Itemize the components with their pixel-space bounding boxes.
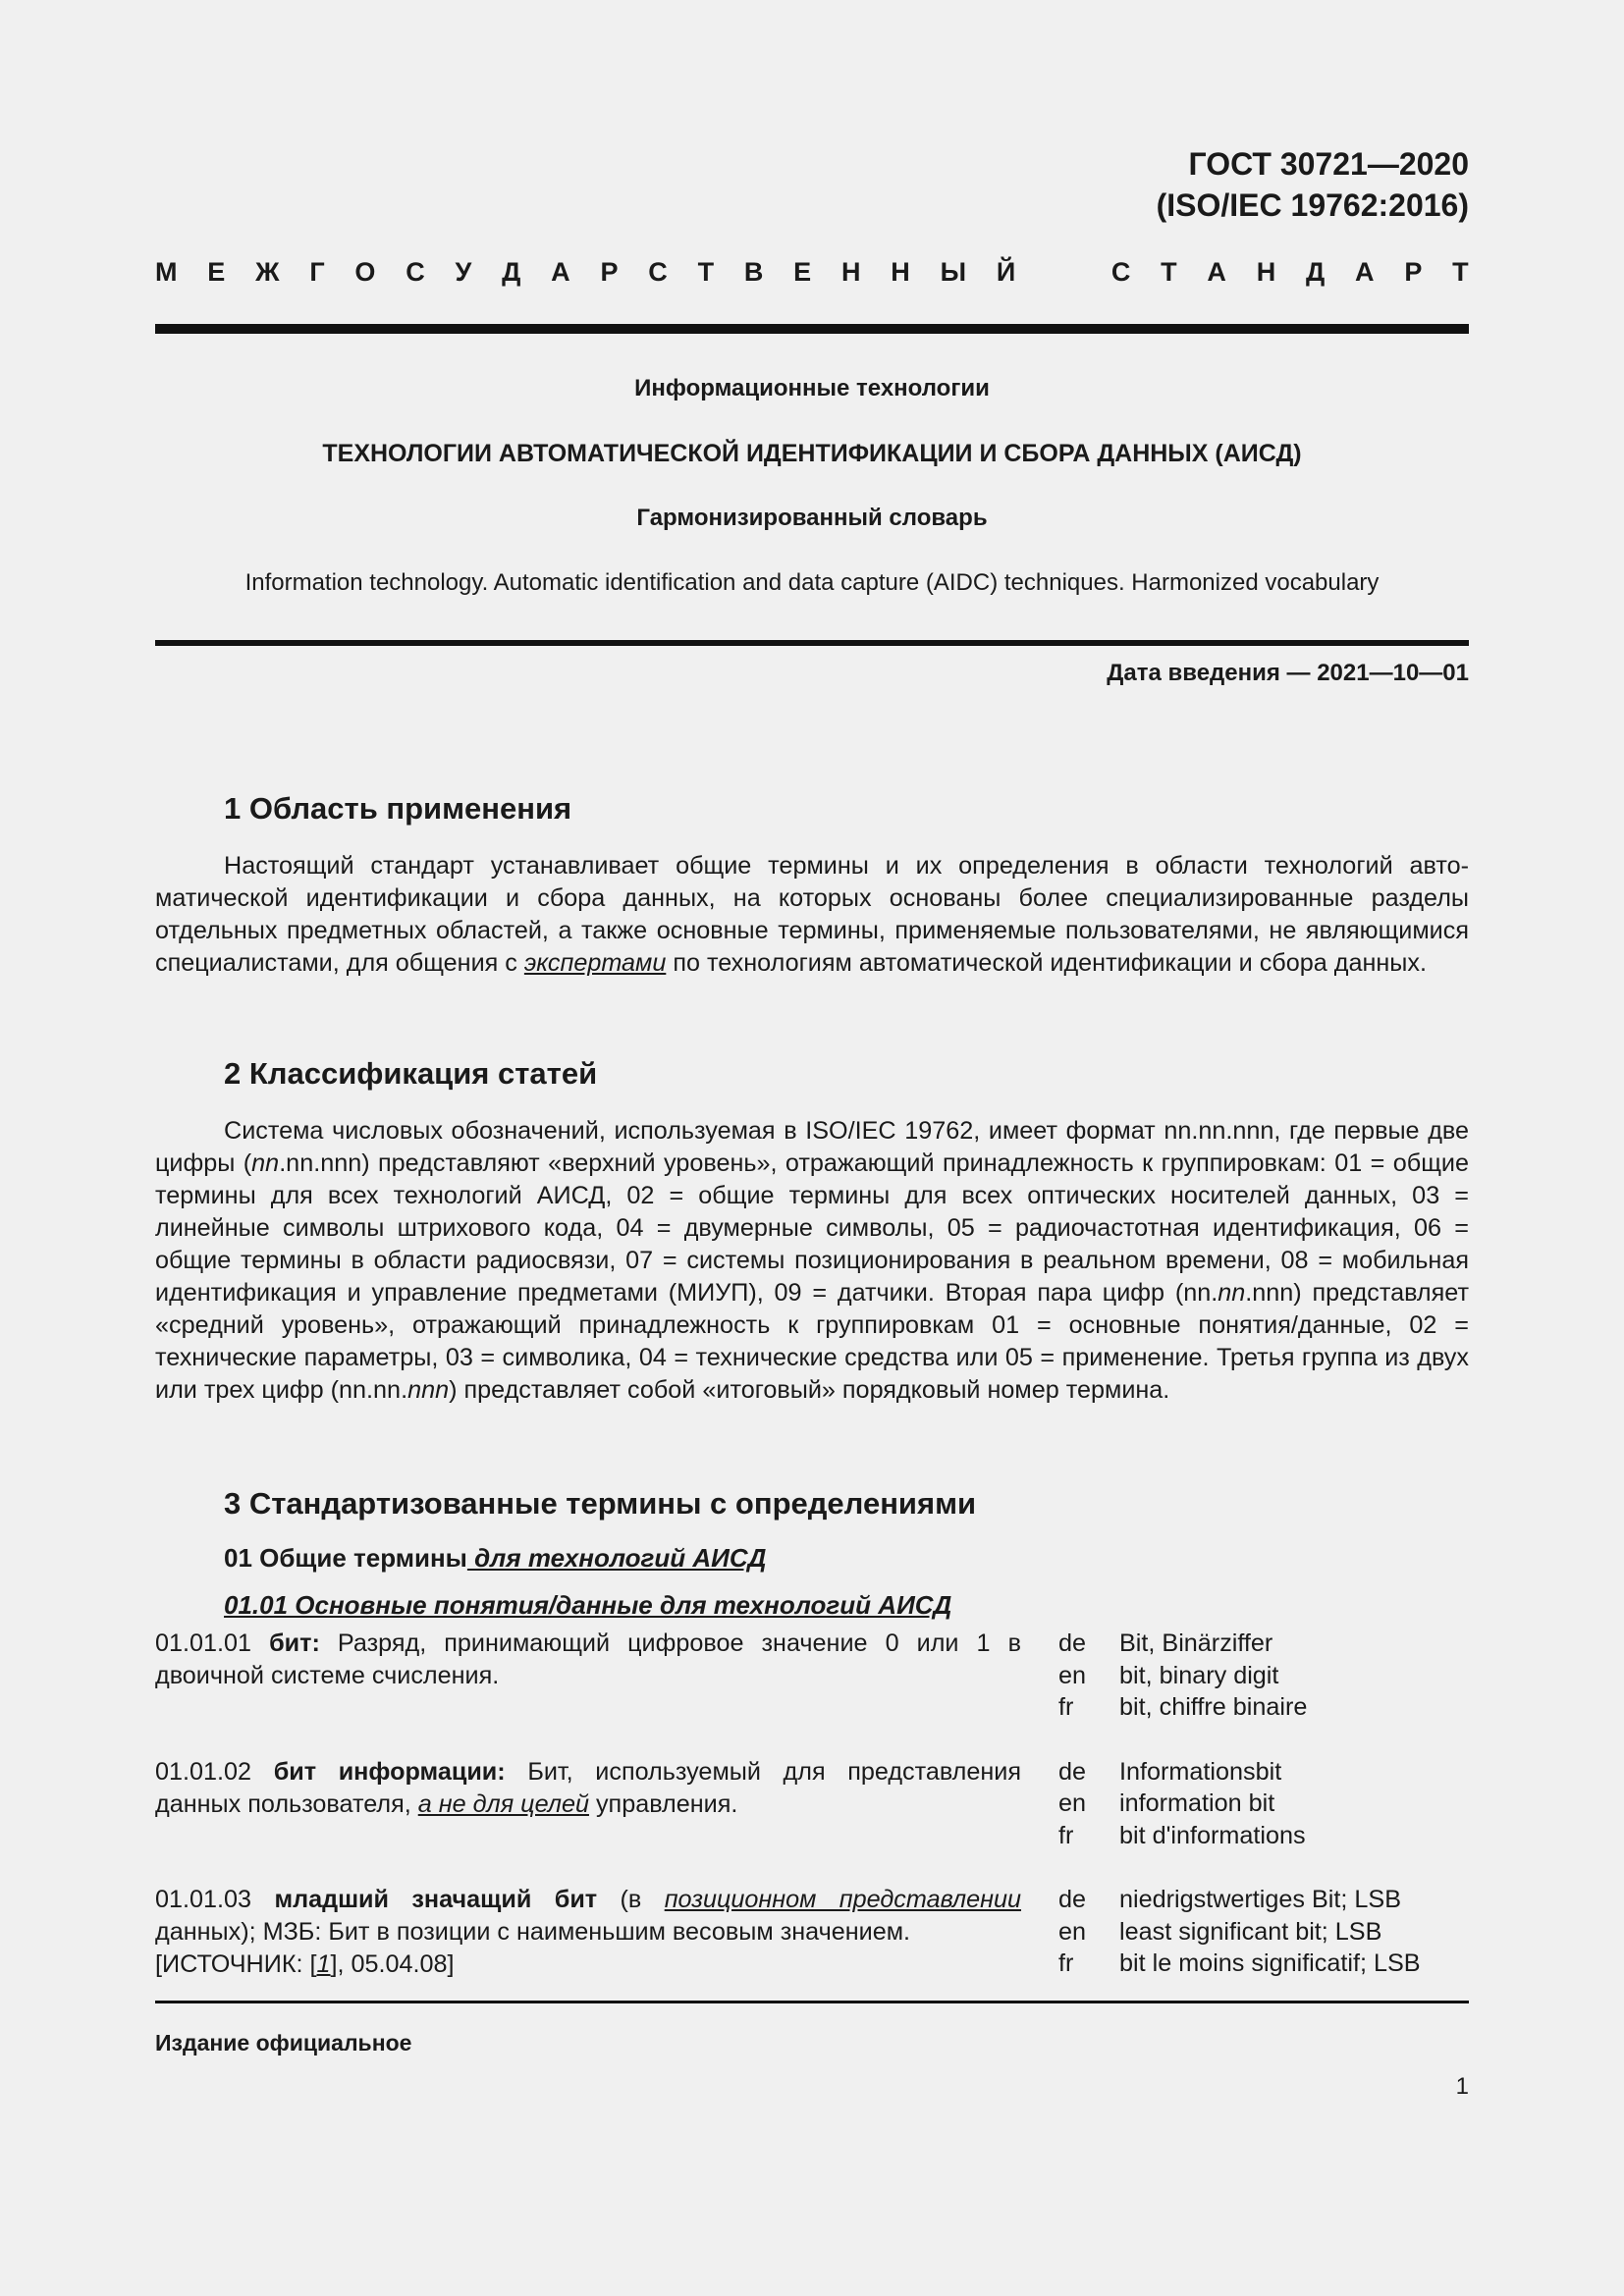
banner-letter: О <box>354 257 376 287</box>
lang-code: de <box>1058 1757 1087 1786</box>
title-sub: Гармонизированный словарь <box>636 505 988 531</box>
footer-divider <box>155 2001 1469 2003</box>
banner-letter: В <box>743 257 764 287</box>
section-2-text: Система числовых обозначений, используемая в ISO/IEC 19762, имеет формат nn.nn.nnn, где первые две цифры (nn.nn.nnn) представляют «верхний уровень», отражающий принадлежность к группировкам: 01 = общие термины для всех технологий АИСД, 02 = общие термины для всех оптических носителей данных, 03 = линейные символы штрихового кода, 04 = двумерные символы, 05 = радиочастотная идентификация, 06 = общие термины в области радиосвязи, 07 = системы позиционирования в реальном времени, 08 = мобильная идентификация и управление предметами (МИУП), 09 = датчики. Вторая пара цифр (nn.nn.nnn) представляет «средний уровень», отражающий принадлежность к группировкам 01 = основные понятия/данные, 02 = технические параметры, 03 = символика, 04 = технические средства или 05 = применение. Третья группа из двух или трех цифр (nn.nn.nnn) представляет собой «итоговый» порядковый номер термина. <box>155 1117 1469 1404</box>
intro-date: Дата введения — 2021—10—01 <box>1107 660 1469 686</box>
banner-letter: Г <box>309 257 325 287</box>
banner-letter: С <box>1110 257 1131 287</box>
term-name: бит: <box>269 1629 320 1657</box>
lang-code: de <box>1058 1886 1087 1913</box>
banner-letter: С <box>406 257 425 287</box>
term-definition: 01.01.02 бит информации: Бит, используемый для представления данных пользователя, а не для целей управления. <box>155 1757 1022 1818</box>
section-3-heading: 3 Стандартизованные термины с определениями <box>224 1486 977 1521</box>
title-main: ТЕХНОЛОГИИ АВТОМАТИЧЕСКОЙ ИДЕНТИФИКАЦИИ И СБОРА ДАННЫХ (АИСД) <box>322 440 1302 467</box>
section-1-text: Настоящий стандарт устанавливает общие термины и их определения в области технологий автоматической идентификации и сбора данных, на которых основаны более специализированные разделы отдельных предметных областей, а также основные термины, применяемые пользователями, не являющимися специалистами, для общения с экспертами по технологиям автоматической идентификации и сбора данных. <box>155 852 1469 977</box>
lang-code: en <box>1058 1917 1087 1946</box>
term-name: бит информации: <box>273 1757 506 1786</box>
lang-code: fr <box>1058 1949 1074 1977</box>
standard-number-iso: (ISO/IEC 19762:2016) <box>1156 187 1469 223</box>
lang-term: bit, chiffre binaire <box>1119 1693 1308 1721</box>
header-divider <box>155 324 1469 334</box>
subsection-01-link[interactable]: для технологий АИСД <box>466 1543 767 1573</box>
lang-code: en <box>1058 1661 1087 1689</box>
term-definition: 01.01.01 бит: Разряд, принимающий цифровое значение 0 или 1 в двоичной системе счисления. <box>155 1629 1021 1689</box>
cross-reference-link[interactable]: экспертами <box>523 949 667 977</box>
banner-letter: Н <box>840 257 861 287</box>
banner-letter: Ж <box>255 257 280 287</box>
cross-reference-link[interactable]: а не для целей <box>417 1789 589 1818</box>
subsection-01-heading: 01 Общие термины для технологий АИСД <box>224 1543 767 1573</box>
lang-code: de <box>1058 1629 1087 1657</box>
banner-letter: А <box>1207 257 1226 287</box>
title-category: Информационные технологии <box>634 375 990 401</box>
banner-letter: М <box>155 257 178 287</box>
banner-letter: Н <box>891 257 910 287</box>
banner-letter: Н <box>1256 257 1276 287</box>
banner-letter: Р <box>1404 257 1423 287</box>
lang-term: Bit, Binärziffer <box>1119 1629 1273 1657</box>
interstate-standard-banner <box>155 257 1469 288</box>
lang-term: niedrigstwertiges Bit; LSB <box>1119 1886 1401 1913</box>
term-entry <box>155 1756 1469 1852</box>
banner-letter: Д <box>502 257 521 287</box>
term-translations <box>1058 1756 1306 1852</box>
term-translations <box>1058 1628 1307 1724</box>
banner-letter: А <box>551 257 570 287</box>
banner-letter: А <box>1355 257 1375 287</box>
banner-letter: Д <box>1306 257 1326 287</box>
banner-letter: Е <box>793 257 812 287</box>
bibliography-link[interactable]: 1 <box>316 1950 331 1978</box>
banner-letter: Е <box>207 257 226 287</box>
lang-code: fr <box>1058 1693 1074 1721</box>
title-divider <box>155 640 1469 646</box>
page-number: 1 <box>1455 2073 1469 2100</box>
term-entry <box>155 1884 1469 1981</box>
banner-letter: С <box>648 257 668 287</box>
lang-term: information bit <box>1119 1789 1275 1817</box>
banner-letter: У <box>455 257 472 287</box>
lang-term: Informationsbit <box>1119 1757 1282 1786</box>
banner-letter: Ы <box>940 257 967 287</box>
standard-number <box>1157 143 1469 226</box>
banner-letter: Р <box>600 257 619 287</box>
terms-list <box>155 1628 1469 2013</box>
lang-code: fr <box>1058 1821 1074 1849</box>
banner-letter: Й <box>996 257 1016 287</box>
lang-term: bit, binary digit <box>1119 1661 1279 1689</box>
section-2-heading: 2 Классификация статей <box>224 1056 598 1091</box>
banner-letter: Т <box>1161 257 1177 287</box>
banner-word-gap <box>1046 257 1081 288</box>
title-english: Information technology. Automatic identification and data capture (AIDC) techniques. Harmonized vocabulary <box>244 569 1380 596</box>
banner-letter: Т <box>697 257 715 287</box>
official-edition-label: Издание официальное <box>155 2030 412 2056</box>
lang-code: en <box>1058 1789 1087 1817</box>
section-1-heading: 1 Область применения <box>224 791 572 826</box>
banner-letter: Т <box>1452 257 1469 287</box>
term-definition: 01.01.03 младший значащий бит (в позиционном представлении данных); МЗБ: Бит в позиции с наименьшим весовым значением. [ИСТОЧНИК: [1], 05.04.08] <box>155 1886 1022 1978</box>
term-name: младший значащий бит <box>274 1886 598 1913</box>
lang-term: least significant bit; LSB <box>1119 1917 1382 1946</box>
standard-number-gost: ГОСТ 30721—2020 <box>1188 146 1469 182</box>
subsection-0101-heading[interactable]: 01.01 Основные понятия/данные для технологий АИСД <box>224 1590 952 1620</box>
term-entry <box>155 1628 1469 1724</box>
term-translations <box>1058 1884 1421 1981</box>
lang-term: bit d'informations <box>1119 1821 1306 1849</box>
lang-term: bit le moins significatif; LSB <box>1119 1949 1421 1977</box>
cross-reference-link[interactable]: позиционном представлении <box>664 1886 1022 1913</box>
